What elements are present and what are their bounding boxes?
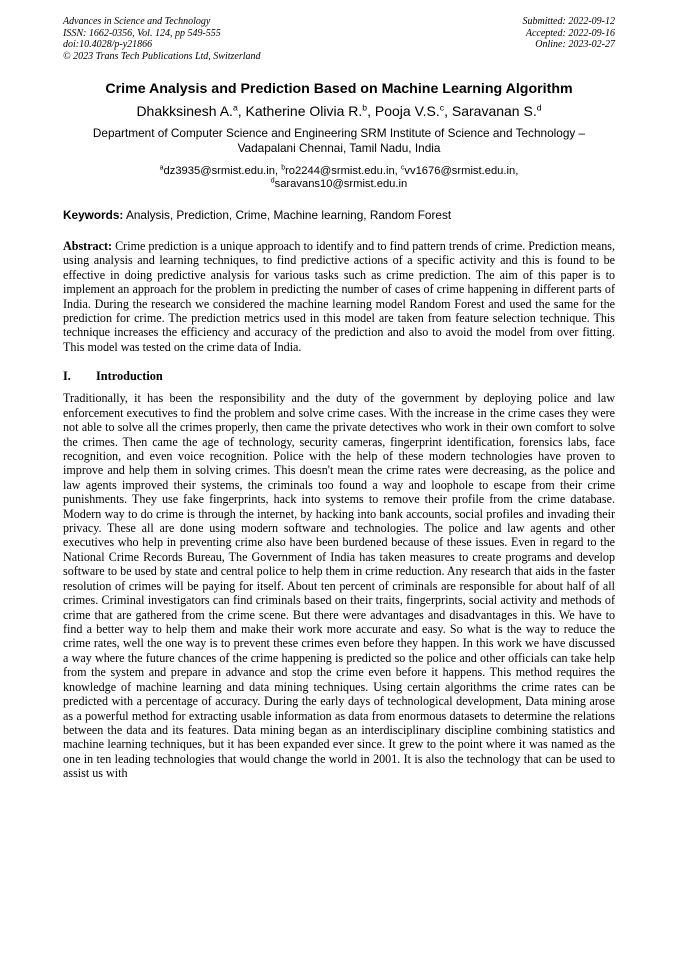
- author-separator: ,: [237, 103, 246, 119]
- author-separator: ,: [367, 103, 375, 119]
- email-superscript: c: [400, 164, 405, 172]
- author-superscript: b: [362, 102, 368, 113]
- email-address: vv1676@srmist.edu.in,: [404, 165, 519, 177]
- section-title: Introduction: [96, 369, 163, 384]
- author-name: Dhakksinesh A.: [136, 103, 233, 119]
- author-name: Pooja V.S.: [374, 103, 440, 119]
- email-address: saravans10@srmist.edu.in: [274, 178, 408, 190]
- author-superscript: d: [536, 102, 542, 113]
- keywords-list: Analysis, Prediction, Crime, Machine learning, Random Forest: [125, 208, 452, 222]
- journal-name: Advances in Science and Technology: [63, 16, 211, 27]
- email-superscript: b: [281, 164, 286, 172]
- journal-header: [63, 16, 615, 62]
- online-date: Online: 2023-02-27: [535, 39, 615, 50]
- journal-copyright: © 2023 Trans Tech Publications Ltd, Switzerland: [63, 50, 261, 62]
- email-address: dz3935@srmist.edu.in,: [163, 165, 282, 177]
- section-number: I.: [63, 369, 71, 384]
- author-superscript: a: [232, 102, 238, 113]
- author-affiliation: Department of Computer Science and Engineering SRM Institute of Science and Technology – Vadapalani Chennai, Tamil Nadu, India: [92, 126, 586, 155]
- author-separator: ,: [444, 103, 452, 119]
- submission-dates: [523, 16, 616, 62]
- paper-title: Crime Analysis and Prediction Based on Machine Learning Algorithm: [105, 81, 573, 97]
- abstract: [63, 239, 615, 354]
- keywords-label: Keywords:: [63, 208, 124, 222]
- abstract-text: Crime prediction is a unique approach to identify and to find pattern trends of crime. Prediction means, using analysis and learning techniques, to find predictive actions of a specific activity and this is found to be effective in doing predictive analysis for various tasks such as crime prediction. The aim of this paper is to implement an approach for the problem in predicting the number of cases of crime happening in different parts of India. During the research we considered the machine learning model Random Forest and used the same for the prediction for crime. The prediction metrics used in this model are taken from feature selection technique. This technique increases the efficiency and accuracy of the prediction and also to avoid the model from over fitting. This model was tested on the crime data of India.: [63, 239, 615, 354]
- email-superscript: a: [159, 164, 164, 172]
- email-superscript: d: [270, 177, 275, 185]
- journal-doi: doi:10.4028/p-y21866: [63, 39, 153, 50]
- author-list: [63, 103, 615, 120]
- email-line: [63, 178, 615, 191]
- author-superscript: c: [439, 102, 445, 113]
- accepted-date: Accepted: 2022-09-16: [525, 27, 615, 39]
- author-name: Katherine Olivia R.: [245, 103, 363, 119]
- submitted-date: Submitted: 2022-09-12: [522, 16, 615, 27]
- section-body: Traditionally, it has been the responsibility and the duty of the government by deploying police and law enforcement executives to find the problem and solve crime cases. With the increase in the crime cases they were not able to solve all the crimes properly, then came the private detectives who work in their own comfort to solve the crimes. Then came the age of technology, security cameras, fingerprint identification, forensics labs, face recognition, and even voice recognition. Police with the help of these modern technologies have proven to improve and help them in solving crimes. This doesn't mean the crime rates were decreasing, as the police and law agents improved their systems, the criminals too found a way and loophole to escape from their crime punishments. They use fake fingerprints, hack into systems to remove their profile from the crime database. Modern way to do crime is through the internet, by hacking into bank accounts, social profiles and invading their privacy. These all are done using modern software and technologies. The police and law agents and other executives who help in preventing crime also have been burdened because of these issues. Even in regard to the National Crime Records Bureau, The Government of India has taken measures to create programs and develop software to be used by state and central police to help them in crime reduction. Any research that aids in the faster resolution of crimes will be paying for itself. About ten percent of criminals are responsible for about half of all crimes. Criminal investigators can find criminals based on their traits, fingerprints, social activity and methods of crime that are gathered from the crime scene. But there were advantages and disadvantages in this. We have to find a better way to help them and make their work more accurate and easy. So what is the way to reduce the crime rates, well the one way is to prevent these crimes even before they happen. In this work we have discussed a way where the future chances of the crime happening is predicted so the police and other officials can take help from the system and prepare in advance and stop the crime even before it happens. This method requires the knowledge of machine learning and data mining techniques. Using certain algorithms the crime rates can be predicted with a percentage of accuracy. During the early days of technological development, Data mining arose as a powerful method for extracting usable information as data from enormous datasets to determine the relations between the data and its features. Data mining began as an interdisciplinary discipline combining statistics and machine learning techniques, but it has been expanded ever since. It grew to the point where it was named as the one in ten leading technologies that would change the world in 2001. It is also the technology that can be used to assist us with: [63, 391, 615, 781]
- keywords: [63, 208, 615, 222]
- journal-info: [63, 16, 261, 62]
- email-address: ro2244@srmist.edu.in,: [285, 165, 401, 177]
- author-name: Saravanan S.: [451, 103, 537, 119]
- email-line: [63, 165, 615, 178]
- abstract-label: Abstract:: [63, 239, 113, 253]
- author-emails: [63, 165, 615, 191]
- journal-issn: ISSN: 1662-0356, Vol. 124, pp 549-555: [63, 27, 221, 39]
- section-heading: [63, 369, 615, 383]
